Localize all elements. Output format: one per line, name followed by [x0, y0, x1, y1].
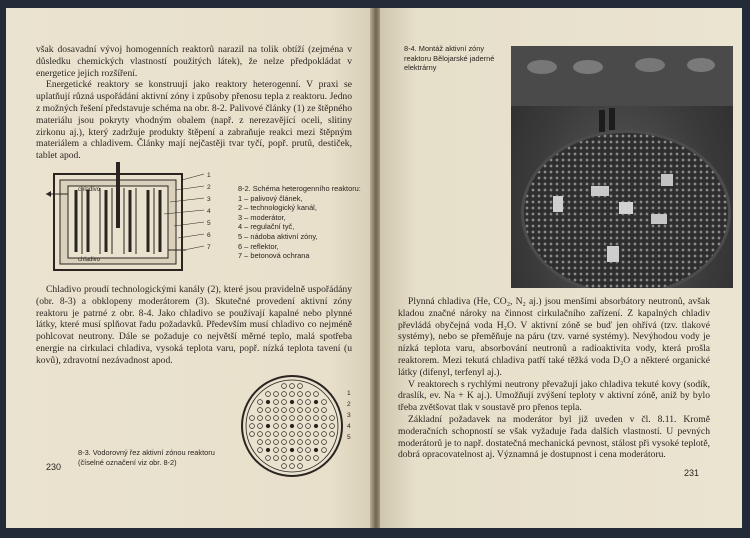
fig2-number: 5 [207, 220, 211, 227]
paragraph: V reaktorech s rychlými neutrony převažují jako chladiva tekuté kovy (sodík, draslík, ev. Na + K aj.). Umožňují zvýšení teploty v aktivní zóně, aniž by bylo třeba zvětšovat tlak v soustavě pro přenos tepla. [398, 378, 710, 414]
paragraph: Plynná chladiva (He, CO₂, N₂ aj.) jsou menšími absorbátory neutronů, avšak kladou značné nároky na činnost cirkulačního zařízení. Z kapalných chladiv převládá obyčejná voda H₂O. V aktivní zóně se buď jen ohřívá (tzv. tlakové systémy), nebo se přeměňuje na páru (tzv. varné systémy). Nevýhodou vody je nízká teplota varu, absorbování neutronů a radioaktivita vody, která prošla reaktorem. Mezi tekutá chladiva patří také těžká voda D₂O a některé organické látky (difenyl, terfenyl aj.). [398, 296, 710, 378]
fig3-number: 1 [347, 390, 351, 397]
fig3-caption: 8-3. Vodorovný řez aktivní zónou reaktoru (číselné označení viz obr. 8-2) [78, 448, 215, 467]
fig3-number: 4 [347, 423, 351, 430]
reactor-schematic-figure [46, 160, 226, 276]
control-rod-position [290, 448, 294, 452]
left-body-top [36, 44, 352, 162]
control-rod-position [314, 424, 318, 428]
paragraph: Energetické reaktory se konstruují jako reaktory heterogenní. V praxi se uplatňují různá uspořádání aktivní zóny i způsoby přenosu tepla z reaktoru. Jedno z možných řešení představuje schéma na obr. 8-2. Palivové články (1) ze štěpného materiálu jsou pokryty vhodným obalem (např. z nerezavějící oceli, slitiny zirkonu aj.), který zadržuje produkty štěpení a zabraňuje reakci mezi štěpným materiálem a chladivem. Články mají nejčastěji tvar tyčí, popř. prutů, destiček, tablet apod. [36, 79, 352, 162]
fig2-legend-item: 5 – nádoba aktivní zóny, [238, 231, 318, 241]
left-body-mid [36, 284, 352, 367]
control-rod-position [266, 424, 270, 428]
fig3-number: 5 [347, 434, 351, 441]
fig3-number: 2 [347, 401, 351, 408]
fig2-legend-item: 3 – moderátor, [238, 212, 286, 222]
right-body [398, 296, 710, 461]
fig2-legend-item: 2 – technologický kanál, [238, 203, 317, 213]
control-rod-position [266, 448, 270, 452]
control-rod-position [266, 400, 270, 404]
control-rod-position [290, 400, 294, 404]
control-rod-position [314, 400, 318, 404]
fig2-label-outlet: chladivo [78, 257, 101, 263]
control-rod-position [290, 424, 294, 428]
fig2-number: 4 [207, 208, 211, 215]
fig3-number-labels [347, 388, 359, 443]
control-rod-position [314, 448, 318, 452]
fig2-number: 2 [207, 184, 211, 191]
paragraph: Základní požadavek na moderátor byl již uveden v čl. 8.11. Kromě moderačních schopností se však vyžaduje řada dalších vlastností. U pevných moderátorů je to např. dostatečná mechanická pevnost, stálost při vysoké teplotě, dobrá opracovatelnost aj. Významná je dostupnost i cena moderátoru. [398, 413, 710, 461]
page-number-right: 231 [684, 468, 700, 478]
fig2-legend-item: 7 – betonová ochrana [238, 251, 310, 261]
fig2-legend-item: 4 – regulační tyč, [238, 222, 295, 232]
paragraph: však dosavadní vývoj homogenních reaktorů narazil na tolik obtíží (zejména v důsledku chemických vlastností použitých látek), že nelze předpokládat v energetice jejich rozšíření. [36, 44, 352, 79]
reactor-core-photo [511, 46, 733, 288]
fig2-caption-title: 8-2. Schéma heterogenního reaktoru: [238, 184, 361, 193]
right-page [380, 8, 742, 528]
fig2-legend-item: 6 – reflektor, [238, 241, 279, 251]
fig2-legend-item: 1 – palivový článek, [238, 193, 303, 203]
page-number-left: 230 [46, 462, 62, 472]
fig2-number: 6 [207, 232, 211, 239]
fig2-number-labels [207, 170, 219, 254]
fig2-caption [238, 184, 366, 261]
core-cross-section-figure [238, 372, 346, 480]
fig4-caption: 8-4. Montáž aktivní zóny reaktoru Bělojarské jaderné elektrárny [404, 44, 495, 73]
fig2-number: 3 [207, 196, 211, 203]
fig2-number: 7 [207, 244, 211, 251]
left-page [6, 8, 372, 528]
fig2-number: 1 [207, 172, 211, 179]
paragraph: Chladivo proudí technologickými kanály (2), které jsou pravidelně uspořádány (obr. 8-3) a obklopeny moderátorem (3). Skutečné provedení aktivní zóny reaktoru je patrné z obr. 8-4. Jako chladivo se používají kapalné nebo plynné látky, které musí splňovat řadu požadavků. Především musí chladivo co nejméně pohlcovat neutrony. Dále se požaduje co největší měrné teplo, malá spotřeba energie na cirkulaci chladiva, vysoká teplota varu, popř. nízká teplota tavení (u kovů), zdravotní nezávadnost apod. [36, 284, 352, 366]
fig2-label-inlet: chladivo [78, 187, 101, 193]
fig3-number: 3 [347, 412, 351, 419]
control-rod [116, 162, 120, 228]
